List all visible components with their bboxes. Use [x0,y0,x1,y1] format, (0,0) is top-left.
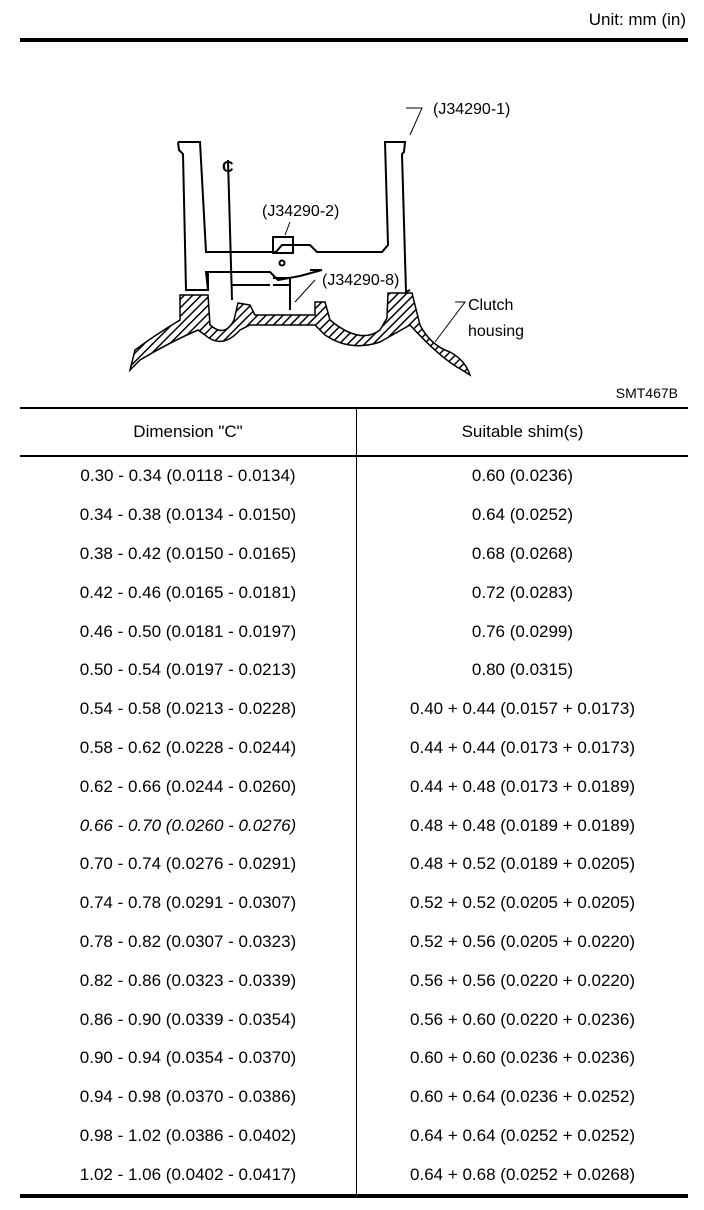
table-row [20,961,688,1000]
dimension-cell: 0.62 - 0.66 (0.0244 - 0.0260) [20,767,357,806]
dimension-cell: 0.66 - 0.70 (0.0260 - 0.0276) [20,806,357,845]
shim-cell: 0.60 (0.0236) [471,466,574,486]
table-row [20,612,688,651]
table-row [20,1039,688,1078]
shim-cell: 0.52 + 0.56 (0.0205 + 0.0220) [410,931,635,951]
label-dimension-c: C [222,159,234,176]
shim-measurement-diagram [110,80,570,400]
table-row [20,690,688,729]
shim-cell: 0.76 (0.0299) [471,621,574,641]
shim-cell: 0.44 + 0.44 (0.0173 + 0.0173) [410,737,635,757]
table-row [20,729,688,768]
table-row [20,806,688,845]
dimension-cell: 0.90 - 0.94 (0.0354 - 0.0370) [20,1039,357,1078]
table-row [20,923,688,962]
label-j34290-2: (J34290-2) [262,203,340,220]
table-row [20,767,688,806]
shim-cell: 0.60 + 0.60 (0.0236 + 0.0236) [410,1048,635,1068]
dimension-cell: 0.86 - 0.90 (0.0339 - 0.0354) [20,1000,357,1039]
table-row [20,1117,688,1156]
shim-cell: 0.64 (0.0252) [471,505,574,525]
header-suitable-shims: Suitable shim(s) [357,408,689,456]
dimension-cell: 0.42 - 0.46 (0.0165 - 0.0181) [20,573,357,612]
dimension-cell: 0.30 - 0.34 (0.0118 - 0.0134) [20,456,357,496]
dimension-cell: 0.70 - 0.74 (0.0276 - 0.0291) [20,845,357,884]
dimension-cell: 0.38 - 0.42 (0.0150 - 0.0165) [20,535,357,574]
dimension-cell: 0.94 - 0.98 (0.0370 - 0.0386) [20,1078,357,1117]
shim-cell: 0.52 + 0.52 (0.0205 + 0.0205) [410,893,635,913]
dimension-cell: 0.46 - 0.50 (0.0181 - 0.0197) [20,612,357,651]
table-row [20,496,688,535]
dimension-cell: 0.58 - 0.62 (0.0228 - 0.0244) [20,729,357,768]
shim-cell: 0.48 + 0.48 (0.0189 + 0.0189) [410,815,635,835]
table-row [20,1000,688,1039]
table-row [20,845,688,884]
table-row [20,535,688,574]
shim-cell: 0.68 (0.0268) [471,543,574,563]
label-housing: housing [468,323,525,340]
label-j34290-1: (J34290-1) [433,101,511,118]
shim-cell: 0.40 + 0.44 (0.0157 + 0.0173) [410,699,635,719]
shim-cell: 0.48 + 0.52 (0.0189 + 0.0205) [410,854,635,874]
unit-label: Unit: mm (in) [588,10,686,29]
dimension-cell: 0.34 - 0.38 (0.0134 - 0.0150) [20,496,357,535]
top-rule [20,38,688,42]
shim-cell: 0.80 (0.0315) [471,660,574,680]
dimension-cell: 0.74 - 0.78 (0.0291 - 0.0307) [20,884,357,923]
shim-cell: 0.60 + 0.64 (0.0236 + 0.0252) [410,1087,635,1107]
shim-cell: 0.72 (0.0283) [471,582,574,602]
table-row [20,651,688,690]
table-row [20,456,688,496]
shim-cell: 0.56 + 0.60 (0.0220 + 0.0236) [410,1009,635,1029]
table-row [20,573,688,612]
shim-cell: 0.44 + 0.48 (0.0173 + 0.0189) [410,776,635,796]
shim-cell: 0.56 + 0.56 (0.0220 + 0.0220) [410,970,635,990]
dimension-cell: 1.02 - 1.06 (0.0402 - 0.0417) [20,1155,357,1196]
figure-code: SMT467B [615,385,678,401]
shim-cell: 0.64 + 0.64 (0.0252 + 0.0252) [410,1125,635,1145]
dimension-cell: 0.54 - 0.58 (0.0213 - 0.0228) [20,690,357,729]
label-j34290-8: (J34290-8) [322,272,400,289]
label-clutch: Clutch [468,297,514,314]
table-row [20,884,688,923]
dimension-cell: 0.50 - 0.54 (0.0197 - 0.0213) [20,651,357,690]
dimension-cell: 0.82 - 0.86 (0.0323 - 0.0339) [20,961,357,1000]
table-row [20,1155,688,1196]
header-dimension-c: Dimension "C" [20,408,357,456]
shim-selection-table [20,407,688,1198]
dimension-cell: 0.78 - 0.82 (0.0307 - 0.0323) [20,923,357,962]
shim-cell: 0.64 + 0.68 (0.0252 + 0.0268) [357,1155,689,1196]
dimension-cell: 0.98 - 1.02 (0.0386 - 0.0402) [20,1117,357,1156]
table-row [20,1078,688,1117]
